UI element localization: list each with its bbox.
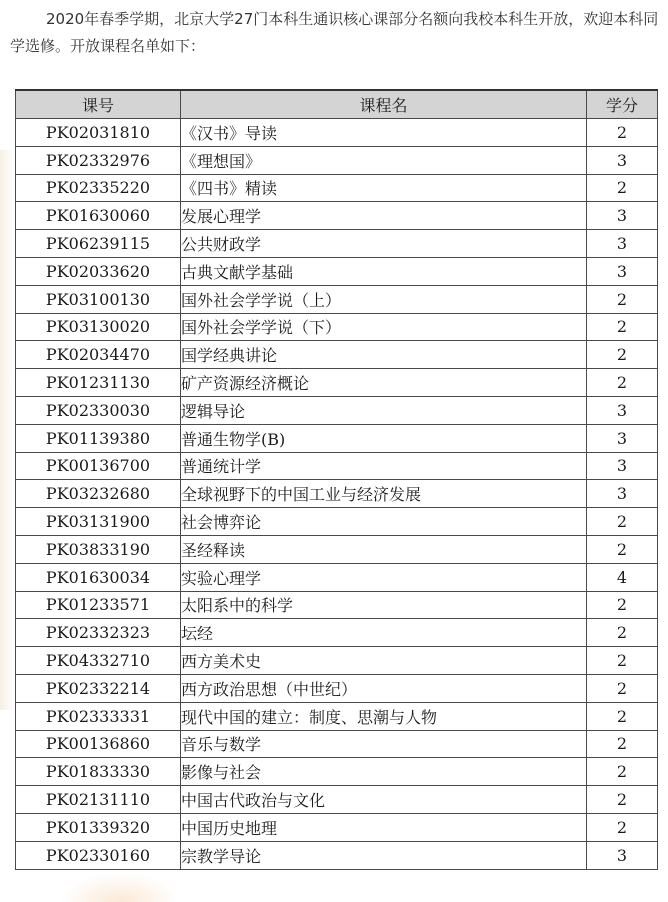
course-credit-cell: 3: [587, 257, 658, 285]
course-credit-cell: 2: [587, 508, 658, 536]
course-table: [15, 89, 658, 870]
course-name-cell: 西方美术史: [181, 647, 587, 675]
table-row: [16, 119, 658, 147]
course-credit-cell: 2: [587, 591, 658, 619]
header-course-code: 课号: [16, 90, 181, 119]
course-name-cell: 国外社会学学说（上）: [181, 285, 587, 313]
table-row: [16, 341, 658, 369]
course-credit-cell: 2: [587, 758, 658, 786]
course-credit-cell: 3: [587, 480, 658, 508]
course-name-cell: 音乐与数学: [181, 730, 587, 758]
table-row: [16, 396, 658, 424]
course-credit-cell: 2: [587, 285, 658, 313]
table-row: [16, 647, 658, 675]
course-name-cell: 圣经释读: [181, 535, 587, 563]
course-code-cell: PK01339320: [16, 813, 181, 841]
course-name-cell: 西方政治思想（中世纪）: [181, 674, 587, 702]
course-credit-cell: 2: [587, 647, 658, 675]
course-name-cell: 实验心理学: [181, 563, 587, 591]
course-credit-cell: 3: [587, 452, 658, 480]
table-row: [16, 535, 658, 563]
course-code-cell: PK00136860: [16, 730, 181, 758]
table-row: [16, 424, 658, 452]
course-code-cell: PK02332323: [16, 619, 181, 647]
course-name-cell: 普通统计学: [181, 452, 587, 480]
course-code-cell: PK02330160: [16, 841, 181, 869]
course-code-cell: PK01630034: [16, 563, 181, 591]
course-name-cell: 国学经典讲论: [181, 341, 587, 369]
course-credit-cell: 2: [587, 119, 658, 147]
course-credit-cell: 3: [587, 841, 658, 869]
course-credit-cell: 2: [587, 619, 658, 647]
course-code-cell: PK00136700: [16, 452, 181, 480]
course-code-cell: PK02335220: [16, 174, 181, 202]
course-code-cell: PK01233571: [16, 591, 181, 619]
course-credit-cell: 2: [587, 786, 658, 814]
course-code-cell: PK01630060: [16, 202, 181, 230]
course-code-cell: PK02330030: [16, 396, 181, 424]
course-name-cell: 公共财政学: [181, 230, 587, 258]
course-code-cell: PK03100130: [16, 285, 181, 313]
table-row: [16, 202, 658, 230]
table-row: [16, 257, 658, 285]
table-row: [16, 313, 658, 341]
course-credit-cell: 2: [587, 369, 658, 397]
course-name-cell: 现代中国的建立：制度、思潮与人物: [181, 702, 587, 730]
course-code-cell: PK01231130: [16, 369, 181, 397]
course-code-cell: PK06239115: [16, 230, 181, 258]
table-row: [16, 758, 658, 786]
course-code-cell: PK01139380: [16, 424, 181, 452]
table-row: [16, 174, 658, 202]
header-course-name: 课程名: [181, 90, 587, 119]
header-credits: 学分: [587, 90, 658, 119]
course-code-cell: PK02332976: [16, 146, 181, 174]
course-code-cell: PK02332214: [16, 674, 181, 702]
course-name-cell: 中国古代政治与文化: [181, 786, 587, 814]
course-credit-cell: 4: [587, 563, 658, 591]
table-row: [16, 508, 658, 536]
table-row: [16, 230, 658, 258]
course-name-cell: 《理想国》: [181, 146, 587, 174]
course-name-cell: 国外社会学学说（下）: [181, 313, 587, 341]
course-code-cell: PK02033620: [16, 257, 181, 285]
course-code-cell: PK02031810: [16, 119, 181, 147]
table-row: [16, 730, 658, 758]
course-code-cell: PK02034470: [16, 341, 181, 369]
course-name-cell: 《汉书》导读: [181, 119, 587, 147]
course-credit-cell: 3: [587, 396, 658, 424]
course-code-cell: PK03232680: [16, 480, 181, 508]
table-row: [16, 146, 658, 174]
course-credit-cell: 2: [587, 730, 658, 758]
course-credit-cell: 3: [587, 202, 658, 230]
course-code-cell: PK03131900: [16, 508, 181, 536]
course-credit-cell: 3: [587, 146, 658, 174]
table-row: [16, 813, 658, 841]
course-code-cell: PK02131110: [16, 786, 181, 814]
course-code-cell: PK03833190: [16, 535, 181, 563]
decorative-gradient-bottom: [60, 872, 180, 902]
table-row: [16, 702, 658, 730]
course-credit-cell: 2: [587, 813, 658, 841]
course-name-cell: 矿产资源经济概论: [181, 369, 587, 397]
course-credit-cell: 3: [587, 424, 658, 452]
course-credit-cell: 3: [587, 230, 658, 258]
course-name-cell: 宗教学导论: [181, 841, 587, 869]
table-row: [16, 674, 658, 702]
course-name-cell: 坛经: [181, 619, 587, 647]
course-credit-cell: 2: [587, 313, 658, 341]
course-name-cell: 《四书》精读: [181, 174, 587, 202]
course-credit-cell: 2: [587, 674, 658, 702]
course-name-cell: 全球视野下的中国工业与经济发展: [181, 480, 587, 508]
course-name-cell: 社会博弈论: [181, 508, 587, 536]
table-row: [16, 619, 658, 647]
course-name-cell: 发展心理学: [181, 202, 587, 230]
table-row: [16, 369, 658, 397]
course-credit-cell: 2: [587, 174, 658, 202]
course-credit-cell: 2: [587, 535, 658, 563]
table-row: [16, 591, 658, 619]
intro-paragraph: 2020年春季学期，北京大学27门本科生通识核心课部分名额向我校本科生开放，欢迎本科同学选修。开放课程名单如下：: [10, 10, 659, 55]
table-row: [16, 285, 658, 313]
table-row: [16, 786, 658, 814]
table-row: [16, 563, 658, 591]
table-header-row: [16, 90, 658, 119]
table-row: [16, 480, 658, 508]
course-code-cell: PK01833330: [16, 758, 181, 786]
course-name-cell: 中国历史地理: [181, 813, 587, 841]
table-row: [16, 841, 658, 869]
course-code-cell: PK03130020: [16, 313, 181, 341]
course-name-cell: 逻辑导论: [181, 396, 587, 424]
course-credit-cell: 2: [587, 702, 658, 730]
course-name-cell: 普通生物学(B): [181, 424, 587, 452]
course-name-cell: 影像与社会: [181, 758, 587, 786]
decorative-gradient-left: [0, 150, 14, 710]
course-code-cell: PK02333331: [16, 702, 181, 730]
course-credit-cell: 2: [587, 341, 658, 369]
table-row: [16, 452, 658, 480]
course-name-cell: 太阳系中的科学: [181, 591, 587, 619]
course-name-cell: 古典文献学基础: [181, 257, 587, 285]
course-code-cell: PK04332710: [16, 647, 181, 675]
